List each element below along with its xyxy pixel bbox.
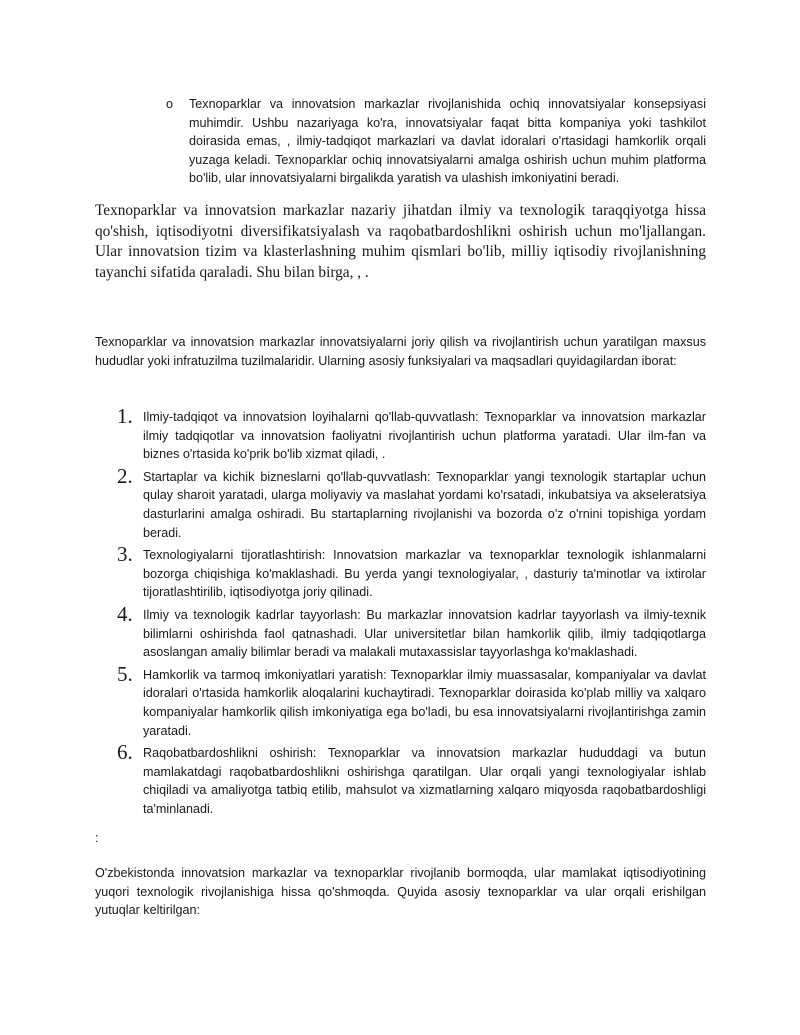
list-item <box>117 601 706 662</box>
list-item-text: Texnologiyalarni tijoratlashtirish: Innovatsion markazlar va texnoparklar texnologik ishlanmalarni bozorga chiqishiga ko'maklashadi. Bu yerda yangi texnologiyalar, , dasturiy ta'minotlar va ixtirolar tijoratlashtirilib, iqtisodiyotga joriy qilinadi. <box>143 548 706 600</box>
list-number: 1. <box>117 404 133 428</box>
bullet-item <box>166 95 706 188</box>
serif-paragraph: Texnoparklar va innovatsion markazlar nazariy jihatdan ilmiy va texnologik taraqqiyotga hissa qo'shish, iqtisodiyotni diversifikatsiyalash va raqobatbardoshlikni oshirish uchun mo'ljallangan. Ular innovatsion tizim va klasterlashning muhim qismlari bo'lib, milliy iqtisodiy rivojlanishning tayanchi sifatida qaraladi. Shu bilan birga, , . <box>95 202 706 281</box>
colon-line: : <box>95 831 99 845</box>
list-item <box>117 740 706 818</box>
list-item-text: Hamkorlik va tarmoq imkoniyatlari yaratish: Texnoparklar ilmiy muassasalar, kompaniyalar va davlat idoralari o'rtasida hamkorlik aloqalarini kuchaytiradi. Texnoparklar doirasida ko'plab milliy va xalqaro kompaniyalar hamkorlik qilish imkoniyatiga ega bo'ladi, bu esa innovatsiyalarni rivojlantirishga zamin yaratadi. <box>143 667 706 738</box>
list-item <box>117 463 706 542</box>
list-number: 2. <box>117 463 133 488</box>
list-item-text: Ilmiy va texnologik kadrlar tayyorlash: Bu markazlar innovatsion kadrlar tayyorlash va ilmiy-texnik bilimlarni oshirishda faol qatnashadi. Ular universitetlar bilan hamkorlik qilib, ilmiy tadqiqotlarga asoslangan amaliy bilimlar beradi va malakali mutaxassislar tayyorlashga ko'maklashadi. <box>143 607 706 660</box>
intro-paragraph: Texnoparklar va innovatsion markazlar innovatsiyalarni joriy qilish va rivojlantirish uchun yaratilgan maxsus hududlar yoki infratuzilma tuzilmalaridir. Ularning asosiy funksiyalari va maqsadlari quyidagilardan iborat: <box>95 335 706 368</box>
list-number: 3. <box>117 542 133 567</box>
bullet-text: Texnoparklar va innovatsion markazlar rivojlanishida ochiq innovatsiyalar konsepsiyasi muhimdir. Ushbu nazariyaga ko'ra, innovatsiyalar faqat bitta kompaniya yoki tashkilot doirasida emas, , ilmiy-tadqiqot markazlari va davlat idoralari o'rtasidagi hamkorlik orqali yuzaga keladi. Texnoparklar ochiq innovatsiyalarni amalga oshirish uchun muhim platforma bo'lib, ular innovatsiyalarni birgalikda yaratish va ulashish imkoniyatini beradi. <box>189 97 706 186</box>
list-item-text: Ilmiy-tadqiqot va innovatsion loyihalarni qo'llab-quvvatlash: Texnoparklar va innovatsion markazlar ilmiy tadqiqotlar va innovatsion faoliyatni rivojlantirish uchun platforma yaratadi. Ular ilm-fan va biznes o'rtasida ko'prik bo'lib xizmat qiladi, . <box>143 410 706 462</box>
numbered-list <box>117 404 706 822</box>
list-item <box>117 661 706 740</box>
list-number: 4. <box>117 601 133 626</box>
list-number: 6. <box>117 740 133 765</box>
list-item <box>117 404 706 464</box>
list-item <box>117 542 706 602</box>
list-number: 5. <box>117 661 133 686</box>
list-item-text: Startaplar va kichik bizneslarni qo'llab-quvvatlash: Texnoparklar yangi texnologik startaplar uchun qulay sharoit yaratadi, ularga moliyaviy va maslahat yordami ko'rsatadi, inkubatsiya va akseleratsiya dasturlarini amalga oshiradi. Bu startaplarning rivojlanishi va bozorda o'z o'rnini topishiga yordam beradi. <box>143 469 706 540</box>
list-item-text: Raqobatbardoshlikni oshirish: Texnoparklar va innovatsion markazlar hududdagi va butun mamlakatdagi raqobatbardoshlikni oshirishga qaratilgan. Ular orqali yangi texnologiyalar ishlab chiqiladi va amaliyotga tatbiq etilib, mahsulot va xizmatlarning xalqaro miqyosda raqobatbardoshligi ta'minlanadi. <box>143 746 706 816</box>
final-paragraph: O'zbekistonda innovatsion markazlar va texnoparklar rivojlanib bormoqda, ular mamlakat iqtisodiyotining yuqori texnologik rivojlanishiga hissa qo'shmoqda. Quyida asosiy texnoparklar va ular orqali erishilgan yutuqlar keltirilgan: <box>95 866 706 918</box>
bullet-marker: o <box>166 97 174 111</box>
